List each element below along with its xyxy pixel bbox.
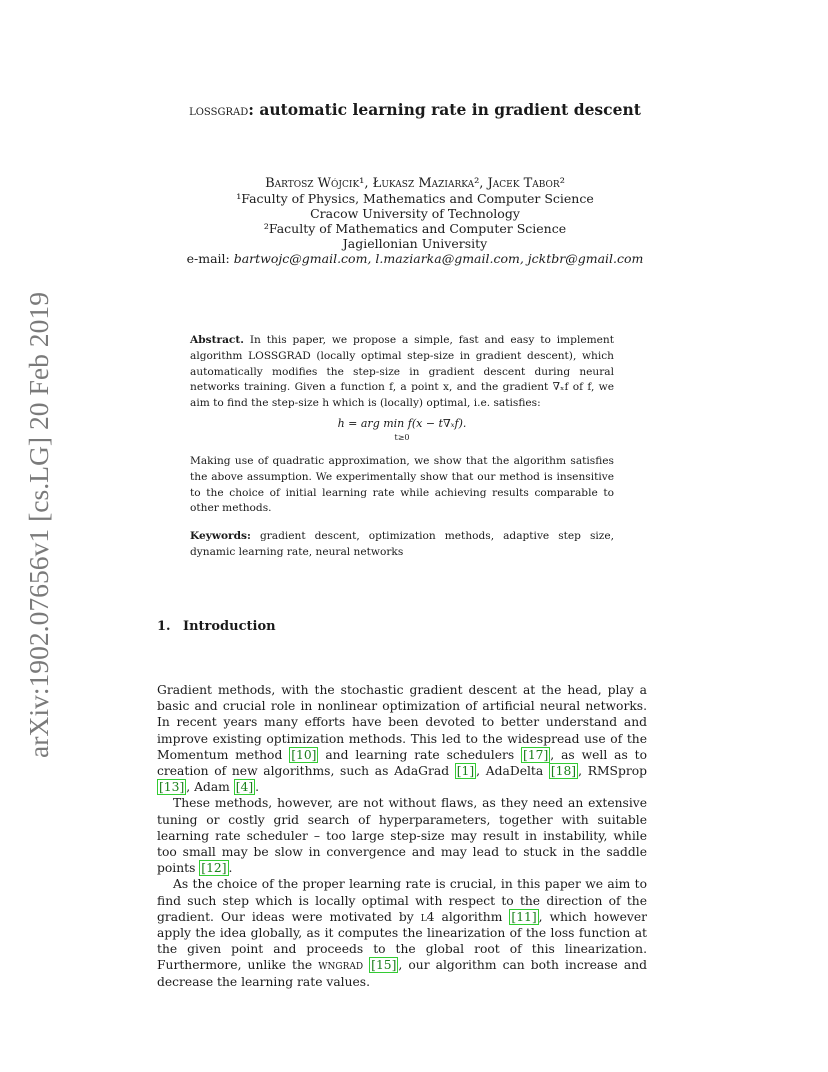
text-run: , as well as to creation of new algorithms, such as AdaGrad [157, 747, 648, 779]
introduction-body [157, 682, 647, 990]
affiliation-1: ¹Faculty of Physics, Mathematics and Computer Science [236, 191, 594, 206]
intro-paragraph-3 [157, 876, 647, 989]
text-run: , AdaDelta [476, 764, 549, 779]
text-run: , Adam [186, 780, 234, 795]
citation-link[interactable]: [4] [235, 780, 254, 795]
abstract [190, 333, 614, 517]
text-run: . [255, 780, 260, 795]
citation-link[interactable]: [17] [523, 747, 549, 762]
section-number: 1. [157, 619, 171, 634]
title-algorithm-name: lossgrad [189, 103, 249, 119]
email-addresses[interactable]: bartwojc@gmail.com, l.maziarka@gmail.com, jcktbr@gmail.com [233, 251, 644, 266]
citation-link[interactable]: [11] [511, 909, 537, 924]
keywords-label: Keywords: [190, 530, 251, 542]
section-title: Introduction [183, 619, 276, 634]
affiliation-2: ²Faculty of Mathematics and Computer Science [263, 221, 567, 236]
algorithm-name-wngrad: wngrad [318, 958, 364, 973]
section-heading [157, 619, 276, 634]
text-run: These methods, however, are not without flaws, as they need an extensive tuning or costly grid search of hyperparameters, together with suitable learning rate scheduler – too large step-size may result in instability, while too small may be slow in convergence and may lead to stuck in the saddle points [157, 796, 647, 876]
text-run: . [228, 861, 233, 876]
arxiv-identifier-svg [18, 290, 58, 758]
text-run: As the choice of the proper learning rate is crucial, in this paper we aim to find such step which is locally optimal with respect to the direction of the gradient. Our ideas were motivated by [157, 877, 647, 924]
algorithm-name-l4: l4 [420, 909, 435, 924]
arxiv-identifier: arXiv:1902.07656v1 [cs.LG] 20 Feb 2019 [24, 302, 54, 758]
citation-link[interactable]: [13] [159, 780, 185, 795]
keywords [190, 529, 614, 561]
paper-title [150, 100, 680, 119]
formula-subscript: t≥0 [394, 432, 410, 442]
arxiv-identifier-sidebar [18, 290, 58, 758]
text-run: , our algorithm can both increase and decrease the learning rate values. [157, 958, 647, 989]
text-run: Gradient methods, with the stochastic gradient descent at the head, play a basic and crucial role in nonlinear optimization of artificial neural networks. In recent years many efforts have been devoted to better understand and improve existing optimization methods. This led to the widespread use of the Momentum method [157, 683, 647, 762]
citation-link[interactable]: [15] [371, 958, 397, 973]
intro-paragraph-1 [157, 682, 647, 795]
affiliation-2-university: Jagiellonian University [342, 236, 488, 251]
abstract-paragraph-1: In this paper, we propose a simple, fast and easy to implement algorithm LOSSGRAD (locally optimal step-size in gradient descent), which automatically modifies the step-size in gradient descent during neural networks training. Given a function f, a point x, and the gradient ∇ₓf of f, we aim to find the step-size h which is (locally) optimal, i.e. satisfies: [190, 334, 614, 410]
citation-link[interactable]: [1] [456, 764, 475, 779]
text-run: , which however apply the idea globally, as it computes the linearization of the loss function at the given point and proceeds to the global root of this linearization. Furthermore, unlike the [157, 909, 647, 973]
citation-link[interactable]: [18] [550, 764, 577, 779]
abstract-paragraph-2: Making use of quadratic approximation, we show that the algorithm satisfies the above assumption. We experimentally show that our method is insensitive to the choice of initial learning rate while achieving results comparable to other methods. [190, 454, 614, 515]
keywords-text: gradient descent, optimization methods, adaptive step size, dynamic learning rate, neural networks [190, 530, 614, 558]
abstract-label: Abstract. [190, 334, 244, 346]
email-label: e-mail: [186, 251, 230, 266]
citation-link[interactable]: [12] [201, 861, 227, 876]
intro-paragraph-2 [157, 795, 647, 876]
title-rest: : automatic learning rate in gradient descent [248, 100, 641, 119]
text-run: algorithm [434, 909, 510, 924]
text-run: and learning rate schedulers [318, 747, 522, 762]
formula-main: h = arg min f(x − t∇ₓf). [337, 416, 467, 430]
text-run: , RMSprop [578, 764, 647, 779]
author-names: Bartosz Wójcik¹, Łukasz Maziarka², Jacek Tabor² [265, 176, 565, 191]
email-line [150, 251, 680, 266]
affiliation-1-university: Cracow University of Technology [310, 206, 520, 221]
author-block [150, 176, 680, 266]
abstract-formula [190, 416, 614, 446]
citation-link[interactable]: [10] [291, 747, 317, 762]
